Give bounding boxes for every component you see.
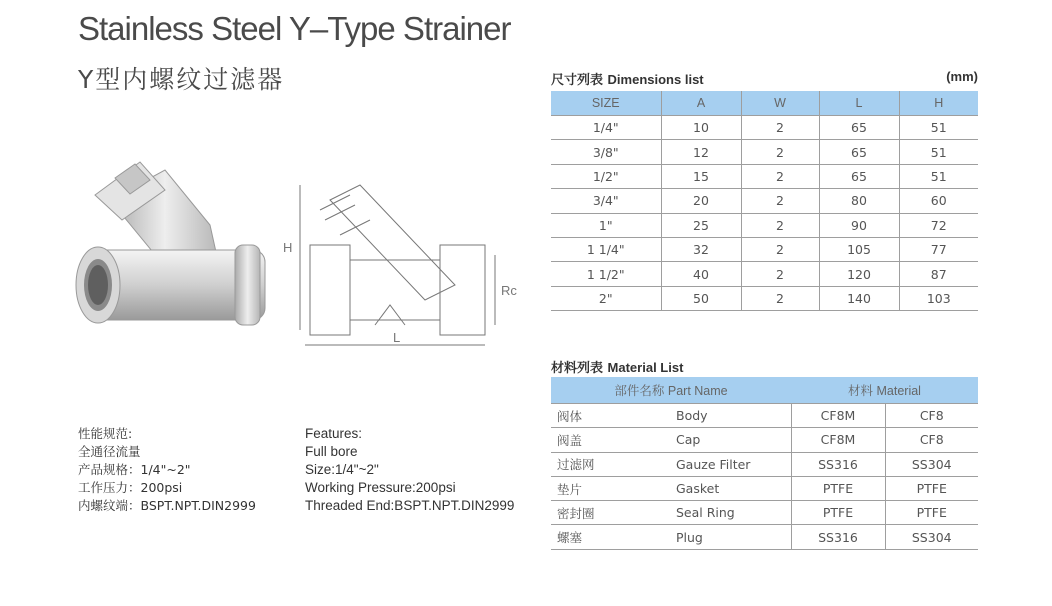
materials-heading: 材料列表 Material List	[551, 360, 684, 376]
column-header: W	[741, 91, 819, 116]
dimensions-table	[551, 91, 978, 311]
page-title: Stainless Steel Y–Type Strainer	[78, 10, 511, 47]
spec-line: Size:1/4"~2"	[305, 462, 379, 477]
table-row: 3/8" 12 2 65 51	[551, 140, 978, 164]
table-row: 阀体 Body CF8M CF8	[551, 404, 978, 428]
table-row: 垫片 Gasket PTFE PTFE	[551, 476, 978, 500]
column-header: SIZE	[551, 91, 661, 116]
unit-label: (mm)	[946, 69, 978, 84]
spec-line: 产品规格：1/4"~2"	[78, 462, 191, 477]
specs-cn	[78, 425, 256, 515]
spec-line: Full bore	[305, 444, 358, 459]
column-header: 材料 Material	[791, 377, 978, 404]
table-row: 1 1/4" 32 2 105 77	[551, 237, 978, 261]
height-label: H	[283, 240, 293, 255]
dimension-drawing	[275, 180, 520, 360]
column-header: A	[661, 91, 741, 116]
spec-line: 性能规范:	[78, 426, 133, 441]
table-row: 1 1/2" 40 2 120 87	[551, 262, 978, 286]
table-row: 3/4" 20 2 80 60	[551, 189, 978, 213]
strainer-photo	[70, 150, 270, 340]
length-label: L	[393, 330, 401, 345]
column-header: 部件名称 Part Name	[551, 377, 791, 404]
column-header: H	[899, 91, 978, 116]
rc-label: Rc	[501, 283, 517, 298]
table-row: 过滤网 Gauze Filter SS316 SS304	[551, 452, 978, 476]
spec-line: Features:	[305, 426, 363, 441]
table-row: 阀盖 Cap CF8M CF8	[551, 428, 978, 452]
specs-en	[305, 425, 514, 515]
table-row: 1" 25 2 90 72	[551, 213, 978, 237]
materials-table	[551, 377, 978, 550]
table-row: 1/4" 10 2 65 51	[551, 116, 978, 140]
table-row: 1/2" 15 2 65 51	[551, 164, 978, 188]
dimensions-heading: 尺寸列表 Dimensions list (mm)	[551, 69, 978, 88]
spec-line: Working Pressure:200psi	[305, 480, 456, 495]
table-row: 密封圈 Seal Ring PTFE PTFE	[551, 501, 978, 525]
column-header: L	[819, 91, 899, 116]
table-row: 2" 50 2 140 103	[551, 286, 978, 310]
table-row: 螺塞 Plug SS316 SS304	[551, 525, 978, 549]
spec-line: Threaded End:BSPT.NPT.DIN2999	[305, 498, 515, 513]
spec-line: 全通径流量	[78, 444, 141, 459]
page-subtitle-cn: Y型内螺纹过滤器	[78, 65, 285, 94]
spec-line: 内螺纹端：BSPT.NPT.DIN2999	[78, 498, 256, 513]
spec-line: 工作压力：200psi	[78, 480, 183, 495]
